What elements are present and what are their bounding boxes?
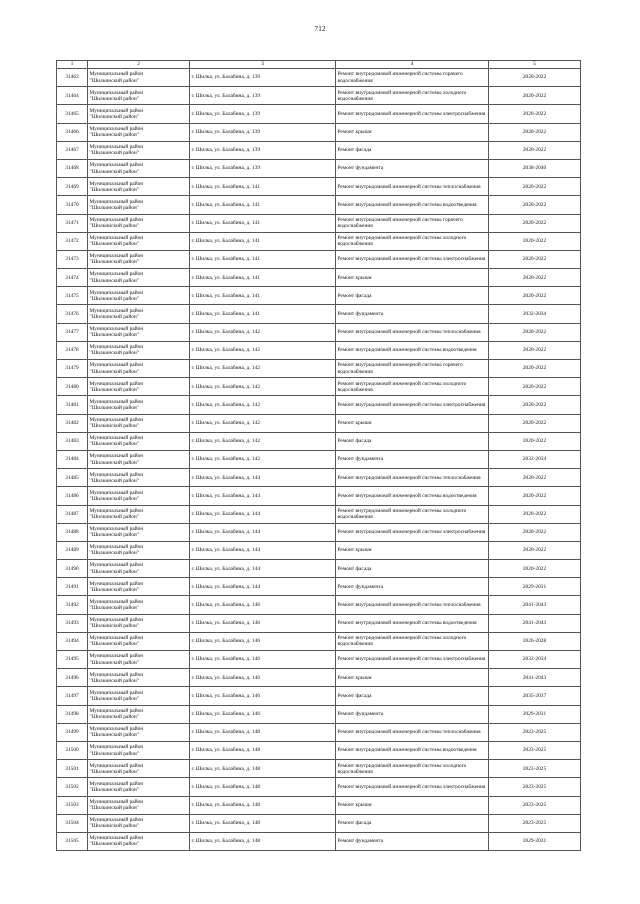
address-cell: г. Шилка, ул. Балабина, д. 142 bbox=[190, 396, 336, 414]
row-number-cell: 31463 bbox=[57, 69, 88, 87]
table-row bbox=[57, 796, 581, 814]
address-cell: г. Шилка, ул. Балабина, д. 146 bbox=[190, 705, 336, 723]
work-type-cell: Ремонт внутридомовой инженерной системы горячего водоснабжения bbox=[336, 360, 489, 378]
municipality-cell: Муниципальный район "Шилкинский район" bbox=[88, 760, 190, 778]
address-cell: г. Шилка, ул. Балабина, д. 141 bbox=[190, 232, 336, 250]
address-cell: г. Шилка, ул. Балабина, д. 146 bbox=[190, 614, 336, 632]
address-cell: г. Шилка, ул. Балабина, д. 146 bbox=[190, 632, 336, 650]
work-type-cell: Ремонт внутридомовой инженерной системы холодного водоснабжения bbox=[336, 632, 489, 650]
work-type-cell: Ремонт внутридомовой инженерной системы электроснабжения bbox=[336, 396, 489, 414]
address-cell: г. Шилка, ул. Балабина, д. 146 bbox=[190, 596, 336, 614]
period-cell: 2020-2022 bbox=[489, 287, 581, 305]
table-row bbox=[57, 341, 581, 359]
municipality-cell: Муниципальный район "Шилкинский район" bbox=[88, 323, 190, 341]
address-cell: г. Шилка, ул. Балабина, д. 148 bbox=[190, 832, 336, 850]
table-row bbox=[57, 778, 581, 796]
address-cell: г. Шилка, ул. Балабина, д. 139 bbox=[190, 159, 336, 177]
municipality-cell: Муниципальный район "Шилкинский район" bbox=[88, 214, 190, 232]
table-row bbox=[57, 487, 581, 505]
municipality-cell: Муниципальный район "Шилкинский район" bbox=[88, 105, 190, 123]
address-cell: г. Шилка, ул. Балабина, д. 141 bbox=[190, 214, 336, 232]
municipality-cell: Муниципальный район "Шилкинский район" bbox=[88, 341, 190, 359]
address-cell: г. Шилка, ул. Балабина, д. 139 bbox=[190, 141, 336, 159]
municipality-cell: Муниципальный район "Шилкинский район" bbox=[88, 505, 190, 523]
address-cell: г. Шилка, ул. Балабина, д. 144 bbox=[190, 487, 336, 505]
period-cell: 2020-2022 bbox=[489, 196, 581, 214]
municipality-cell: Муниципальный район "Шилкинский район" bbox=[88, 651, 190, 669]
municipality-cell: Муниципальный район "Шилкинский район" bbox=[88, 159, 190, 177]
table-row bbox=[57, 87, 581, 105]
header-col-5: 5 bbox=[489, 61, 581, 69]
table-row bbox=[57, 814, 581, 832]
row-number-cell: 31501 bbox=[57, 760, 88, 778]
address-cell: г. Шилка, ул. Балабина, д. 142 bbox=[190, 378, 336, 396]
period-cell: 2020-2022 bbox=[489, 505, 581, 523]
column-number-header-row bbox=[57, 61, 581, 69]
work-type-cell: Ремонт фундамента bbox=[336, 705, 489, 723]
municipality-cell: Муниципальный район "Шилкинский район" bbox=[88, 305, 190, 323]
row-number-cell: 31489 bbox=[57, 541, 88, 559]
table-row bbox=[57, 214, 581, 232]
municipality-cell: Муниципальный район "Шилкинский район" bbox=[88, 541, 190, 559]
period-cell: 2032-2034 bbox=[489, 450, 581, 468]
period-cell: 2020-2022 bbox=[489, 87, 581, 105]
address-cell: г. Шилка, ул. Балабина, д. 144 bbox=[190, 578, 336, 596]
period-cell: 2038-2040 bbox=[489, 159, 581, 177]
row-number-cell: 31505 bbox=[57, 832, 88, 850]
row-number-cell: 31465 bbox=[57, 105, 88, 123]
work-type-cell: Ремонт крыши bbox=[336, 123, 489, 141]
work-type-cell: Ремонт внутридомовой инженерной системы холодного водоснабжения bbox=[336, 760, 489, 778]
work-type-cell: Ремонт крыши bbox=[336, 414, 489, 432]
work-type-cell: Ремонт внутридомовой инженерной системы холодного водоснабжения bbox=[336, 505, 489, 523]
table-row bbox=[57, 541, 581, 559]
address-cell: г. Шилка, ул. Балабина, д. 139 bbox=[190, 69, 336, 87]
row-number-cell: 31490 bbox=[57, 560, 88, 578]
work-type-cell: Ремонт фундамента bbox=[336, 159, 489, 177]
row-number-cell: 31488 bbox=[57, 523, 88, 541]
address-cell: г. Шилка, ул. Балабина, д. 148 bbox=[190, 796, 336, 814]
municipality-cell: Муниципальный район "Шилкинский район" bbox=[88, 814, 190, 832]
table-row bbox=[57, 414, 581, 432]
table-row bbox=[57, 141, 581, 159]
municipality-cell: Муниципальный район "Шилкинский район" bbox=[88, 469, 190, 487]
row-number-cell: 31497 bbox=[57, 687, 88, 705]
municipality-cell: Муниципальный район "Шилкинский район" bbox=[88, 614, 190, 632]
period-cell: 2020-2022 bbox=[489, 178, 581, 196]
row-number-cell: 31496 bbox=[57, 669, 88, 687]
table-row bbox=[57, 669, 581, 687]
period-cell: 2023-2025 bbox=[489, 760, 581, 778]
municipality-cell: Муниципальный район "Шилкинский район" bbox=[88, 232, 190, 250]
period-cell: 2020-2022 bbox=[489, 414, 581, 432]
address-cell: г. Шилка, ул. Балабина, д. 148 bbox=[190, 723, 336, 741]
period-cell: 2020-2022 bbox=[489, 214, 581, 232]
row-number-cell: 31504 bbox=[57, 814, 88, 832]
period-cell: 2020-2022 bbox=[489, 250, 581, 268]
table-row bbox=[57, 250, 581, 268]
table-row bbox=[57, 69, 581, 87]
work-type-cell: Ремонт фасада bbox=[336, 687, 489, 705]
period-cell: 2032-2034 bbox=[489, 651, 581, 669]
period-cell: 2041-2043 bbox=[489, 669, 581, 687]
work-type-cell: Ремонт внутридомовой инженерной системы электроснабжения bbox=[336, 778, 489, 796]
table-row bbox=[57, 523, 581, 541]
row-number-cell: 31481 bbox=[57, 396, 88, 414]
period-cell: 2020-2022 bbox=[489, 396, 581, 414]
table-row bbox=[57, 305, 581, 323]
work-type-cell: Ремонт фундамента bbox=[336, 305, 489, 323]
municipality-cell: Муниципальный район "Шилкинский район" bbox=[88, 250, 190, 268]
row-number-cell: 31484 bbox=[57, 450, 88, 468]
work-type-cell: Ремонт внутридомовой инженерной системы холодного водоснабжения bbox=[336, 232, 489, 250]
period-cell: 2020-2022 bbox=[489, 141, 581, 159]
work-type-cell: Ремонт внутридомовой инженерной системы холодного водоснабжения bbox=[336, 378, 489, 396]
table-row bbox=[57, 178, 581, 196]
work-type-cell: Ремонт фундамента bbox=[336, 450, 489, 468]
table-row bbox=[57, 705, 581, 723]
row-number-cell: 31469 bbox=[57, 178, 88, 196]
address-cell: г. Шилка, ул. Балабина, д. 146 bbox=[190, 669, 336, 687]
municipality-cell: Муниципальный район "Шилкинский район" bbox=[88, 669, 190, 687]
municipality-cell: Муниципальный район "Шилкинский район" bbox=[88, 69, 190, 87]
address-cell: г. Шилка, ул. Балабина, д. 144 bbox=[190, 505, 336, 523]
period-cell: 2035-2037 bbox=[489, 687, 581, 705]
address-cell: г. Шилка, ул. Балабина, д. 144 bbox=[190, 541, 336, 559]
row-number-cell: 31498 bbox=[57, 705, 88, 723]
table-row bbox=[57, 741, 581, 759]
address-cell: г. Шилка, ул. Балабина, д. 148 bbox=[190, 778, 336, 796]
table-row bbox=[57, 651, 581, 669]
row-number-cell: 31471 bbox=[57, 214, 88, 232]
municipality-cell: Муниципальный район "Шилкинский район" bbox=[88, 741, 190, 759]
row-number-cell: 31480 bbox=[57, 378, 88, 396]
work-type-cell: Ремонт внутридомовой инженерной системы холодного водоснабжения bbox=[336, 87, 489, 105]
table-row bbox=[57, 159, 581, 177]
work-type-cell: Ремонт фасада bbox=[336, 141, 489, 159]
row-number-cell: 31487 bbox=[57, 505, 88, 523]
period-cell: 2023-2025 bbox=[489, 723, 581, 741]
work-type-cell: Ремонт внутридомовой инженерной системы теплоснабжения bbox=[336, 469, 489, 487]
period-cell: 2020-2022 bbox=[489, 232, 581, 250]
table-row bbox=[57, 560, 581, 578]
municipality-cell: Муниципальный район "Шилкинский район" bbox=[88, 287, 190, 305]
work-type-cell: Ремонт внутридомовой инженерной системы электроснабжения bbox=[336, 651, 489, 669]
row-number-cell: 31499 bbox=[57, 723, 88, 741]
work-type-cell: Ремонт внутридомовой инженерной системы водоотведения bbox=[336, 741, 489, 759]
table-row bbox=[57, 596, 581, 614]
work-type-cell: Ремонт фасада bbox=[336, 814, 489, 832]
period-cell: 2020-2022 bbox=[489, 378, 581, 396]
address-cell: г. Шилка, ул. Балабина, д. 146 bbox=[190, 687, 336, 705]
work-type-cell: Ремонт внутридомовой инженерной системы теплоснабжения bbox=[336, 178, 489, 196]
table-row bbox=[57, 832, 581, 850]
row-number-cell: 31475 bbox=[57, 287, 88, 305]
address-cell: г. Шилка, ул. Балабина, д. 142 bbox=[190, 432, 336, 450]
table-row bbox=[57, 687, 581, 705]
municipality-cell: Муниципальный район "Шилкинский район" bbox=[88, 487, 190, 505]
address-cell: г. Шилка, ул. Балабина, д. 146 bbox=[190, 651, 336, 669]
work-type-cell: Ремонт внутридомовой инженерной системы теплоснабжения bbox=[336, 723, 489, 741]
row-number-cell: 31470 bbox=[57, 196, 88, 214]
work-type-cell: Ремонт внутридомовой инженерной системы электроснабжения bbox=[336, 105, 489, 123]
period-cell: 2020-2022 bbox=[489, 560, 581, 578]
row-number-cell: 31503 bbox=[57, 796, 88, 814]
row-number-cell: 31495 bbox=[57, 651, 88, 669]
table-row bbox=[57, 396, 581, 414]
period-cell: 2020-2022 bbox=[489, 69, 581, 87]
address-cell: г. Шилка, ул. Балабина, д. 142 bbox=[190, 323, 336, 341]
period-cell: 2020-2022 bbox=[489, 105, 581, 123]
period-cell: 2023-2025 bbox=[489, 778, 581, 796]
period-cell: 2020-2022 bbox=[489, 432, 581, 450]
table-row bbox=[57, 432, 581, 450]
municipality-cell: Муниципальный район "Шилкинский район" bbox=[88, 596, 190, 614]
row-number-cell: 31493 bbox=[57, 614, 88, 632]
row-number-cell: 31478 bbox=[57, 341, 88, 359]
municipality-cell: Муниципальный район "Шилкинский район" bbox=[88, 632, 190, 650]
address-cell: г. Шилка, ул. Балабина, д. 144 bbox=[190, 523, 336, 541]
work-type-cell: Ремонт фасада bbox=[336, 287, 489, 305]
municipality-cell: Муниципальный район "Шилкинский район" bbox=[88, 705, 190, 723]
address-cell: г. Шилка, ул. Балабина, д. 142 bbox=[190, 450, 336, 468]
work-type-cell: Ремонт внутридомовой инженерной системы теплоснабжения bbox=[336, 596, 489, 614]
row-number-cell: 31464 bbox=[57, 87, 88, 105]
table-row bbox=[57, 378, 581, 396]
period-cell: 2020-2022 bbox=[489, 541, 581, 559]
work-type-cell: Ремонт фасада bbox=[336, 560, 489, 578]
address-cell: г. Шилка, ул. Балабина, д. 141 bbox=[190, 178, 336, 196]
table-row bbox=[57, 632, 581, 650]
table-row bbox=[57, 614, 581, 632]
municipality-cell: Муниципальный район "Шилкинский район" bbox=[88, 796, 190, 814]
municipality-cell: Муниципальный район "Шилкинский район" bbox=[88, 141, 190, 159]
work-type-cell: Ремонт внутридомовой инженерной системы горячего водоснабжения bbox=[336, 69, 489, 87]
row-number-cell: 31500 bbox=[57, 741, 88, 759]
period-cell: 2020-2022 bbox=[489, 523, 581, 541]
address-cell: г. Шилка, ул. Балабина, д. 141 bbox=[190, 269, 336, 287]
municipality-cell: Муниципальный район "Шилкинский район" bbox=[88, 414, 190, 432]
table-row bbox=[57, 323, 581, 341]
period-cell: 2023-2025 bbox=[489, 814, 581, 832]
address-cell: г. Шилка, ул. Балабина, д. 142 bbox=[190, 414, 336, 432]
work-type-cell: Ремонт фасада bbox=[336, 432, 489, 450]
work-type-cell: Ремонт крыши bbox=[336, 269, 489, 287]
row-number-cell: 31485 bbox=[57, 469, 88, 487]
municipality-cell: Муниципальный район "Шилкинский район" bbox=[88, 87, 190, 105]
row-number-cell: 31472 bbox=[57, 232, 88, 250]
municipality-cell: Муниципальный район "Шилкинский район" bbox=[88, 523, 190, 541]
period-cell: 2020-2022 bbox=[489, 341, 581, 359]
table-body bbox=[57, 61, 581, 851]
table-row bbox=[57, 450, 581, 468]
table-row bbox=[57, 269, 581, 287]
period-cell: 2020-2022 bbox=[489, 360, 581, 378]
period-cell: 2029-2031 bbox=[489, 578, 581, 596]
municipality-cell: Муниципальный район "Шилкинский район" bbox=[88, 123, 190, 141]
period-cell: 2041-2043 bbox=[489, 596, 581, 614]
row-number-cell: 31482 bbox=[57, 414, 88, 432]
work-type-cell: Ремонт внутридомовой инженерной системы водоотведения bbox=[336, 196, 489, 214]
table-row bbox=[57, 105, 581, 123]
table-row bbox=[57, 469, 581, 487]
table-row bbox=[57, 123, 581, 141]
address-cell: г. Шилка, ул. Балабина, д. 144 bbox=[190, 469, 336, 487]
address-cell: г. Шилка, ул. Балабина, д. 142 bbox=[190, 341, 336, 359]
row-number-cell: 31466 bbox=[57, 123, 88, 141]
municipality-cell: Муниципальный район "Шилкинский район" bbox=[88, 832, 190, 850]
work-type-cell: Ремонт фундамента bbox=[336, 578, 489, 596]
table-row bbox=[57, 196, 581, 214]
municipality-cell: Муниципальный район "Шилкинский район" bbox=[88, 196, 190, 214]
municipality-cell: Муниципальный район "Шилкинский район" bbox=[88, 723, 190, 741]
address-cell: г. Шилка, ул. Балабина, д. 148 bbox=[190, 760, 336, 778]
row-number-cell: 31486 bbox=[57, 487, 88, 505]
municipality-cell: Муниципальный район "Шилкинский район" bbox=[88, 432, 190, 450]
row-number-cell: 31474 bbox=[57, 269, 88, 287]
address-cell: г. Шилка, ул. Балабина, д. 141 bbox=[190, 196, 336, 214]
work-type-cell: Ремонт крыши bbox=[336, 669, 489, 687]
row-number-cell: 31473 bbox=[57, 250, 88, 268]
period-cell: 2032-2034 bbox=[489, 305, 581, 323]
period-cell: 2023-2025 bbox=[489, 796, 581, 814]
municipality-cell: Муниципальный район "Шилкинский район" bbox=[88, 178, 190, 196]
period-cell: 2020-2022 bbox=[489, 269, 581, 287]
address-cell: г. Шилка, ул. Балабина, д. 139 bbox=[190, 87, 336, 105]
municipality-cell: Муниципальный район "Шилкинский район" bbox=[88, 396, 190, 414]
address-cell: г. Шилка, ул. Балабина, д. 144 bbox=[190, 560, 336, 578]
period-cell: 2023-2025 bbox=[489, 741, 581, 759]
header-col-3: 3 bbox=[190, 61, 336, 69]
municipality-cell: Муниципальный район "Шилкинский район" bbox=[88, 578, 190, 596]
row-number-cell: 31483 bbox=[57, 432, 88, 450]
work-type-cell: Ремонт внутридомовой инженерной системы водоотведения bbox=[336, 614, 489, 632]
page-number: 712 bbox=[314, 24, 326, 33]
period-cell: 2020-2022 bbox=[489, 487, 581, 505]
period-cell: 2029-2031 bbox=[489, 832, 581, 850]
municipality-cell: Муниципальный район "Шилкинский район" bbox=[88, 269, 190, 287]
address-cell: г. Шилка, ул. Балабина, д. 148 bbox=[190, 814, 336, 832]
period-cell: 2020-2022 bbox=[489, 123, 581, 141]
row-number-cell: 31467 bbox=[57, 141, 88, 159]
table-row bbox=[57, 578, 581, 596]
row-number-cell: 31479 bbox=[57, 360, 88, 378]
address-cell: г. Шилка, ул. Балабина, д. 148 bbox=[190, 741, 336, 759]
header-col-4: 4 bbox=[336, 61, 489, 69]
row-number-cell: 31477 bbox=[57, 323, 88, 341]
work-type-cell: Ремонт фундамента bbox=[336, 832, 489, 850]
address-cell: г. Шилка, ул. Балабина, д. 139 bbox=[190, 123, 336, 141]
work-type-cell: Ремонт крыши bbox=[336, 541, 489, 559]
table-row bbox=[57, 505, 581, 523]
work-type-cell: Ремонт внутридомовой инженерной системы теплоснабжения bbox=[336, 323, 489, 341]
period-cell: 2020-2022 bbox=[489, 469, 581, 487]
header-col-2: 2 bbox=[88, 61, 190, 69]
work-type-cell: Ремонт внутридомовой инженерной системы электроснабжения bbox=[336, 523, 489, 541]
municipality-cell: Муниципальный район "Шилкинский район" bbox=[88, 687, 190, 705]
work-type-cell: Ремонт внутридомовой инженерной системы водоотведения bbox=[336, 487, 489, 505]
table-row bbox=[57, 287, 581, 305]
table-row bbox=[57, 360, 581, 378]
address-cell: г. Шилка, ул. Балабина, д. 141 bbox=[190, 287, 336, 305]
period-cell: 2029-2031 bbox=[489, 705, 581, 723]
address-cell: г. Шилка, ул. Балабина, д. 139 bbox=[190, 105, 336, 123]
row-number-cell: 31476 bbox=[57, 305, 88, 323]
municipality-cell: Муниципальный район "Шилкинский район" bbox=[88, 450, 190, 468]
address-cell: г. Шилка, ул. Балабина, д. 141 bbox=[190, 250, 336, 268]
work-type-cell: Ремонт внутридомовой инженерной системы водоотведения bbox=[336, 341, 489, 359]
table-row bbox=[57, 760, 581, 778]
row-number-cell: 31491 bbox=[57, 578, 88, 596]
row-number-cell: 31468 bbox=[57, 159, 88, 177]
period-cell: 2020-2022 bbox=[489, 323, 581, 341]
work-type-cell: Ремонт внутридомовой инженерной системы электроснабжения bbox=[336, 250, 489, 268]
row-number-cell: 31502 bbox=[57, 778, 88, 796]
municipality-cell: Муниципальный район "Шилкинский район" bbox=[88, 360, 190, 378]
municipality-cell: Муниципальный район "Шилкинский район" bbox=[88, 378, 190, 396]
work-type-cell: Ремонт крыши bbox=[336, 796, 489, 814]
municipality-cell: Муниципальный район "Шилкинский район" bbox=[88, 560, 190, 578]
table-row bbox=[57, 232, 581, 250]
municipality-cell: Муниципальный район "Шилкинский район" bbox=[88, 778, 190, 796]
address-cell: г. Шилка, ул. Балабина, д. 142 bbox=[190, 360, 336, 378]
period-cell: 2041-2043 bbox=[489, 614, 581, 632]
work-type-cell: Ремонт внутридомовой инженерной системы горячего водоснабжения bbox=[336, 214, 489, 232]
row-number-cell: 31494 bbox=[57, 632, 88, 650]
repair-schedule-table bbox=[56, 60, 581, 851]
header-col-1: 1 bbox=[57, 61, 88, 69]
row-number-cell: 31492 bbox=[57, 596, 88, 614]
address-cell: г. Шилка, ул. Балабина, д. 141 bbox=[190, 305, 336, 323]
period-cell: 2026-2028 bbox=[489, 632, 581, 650]
table-row bbox=[57, 723, 581, 741]
